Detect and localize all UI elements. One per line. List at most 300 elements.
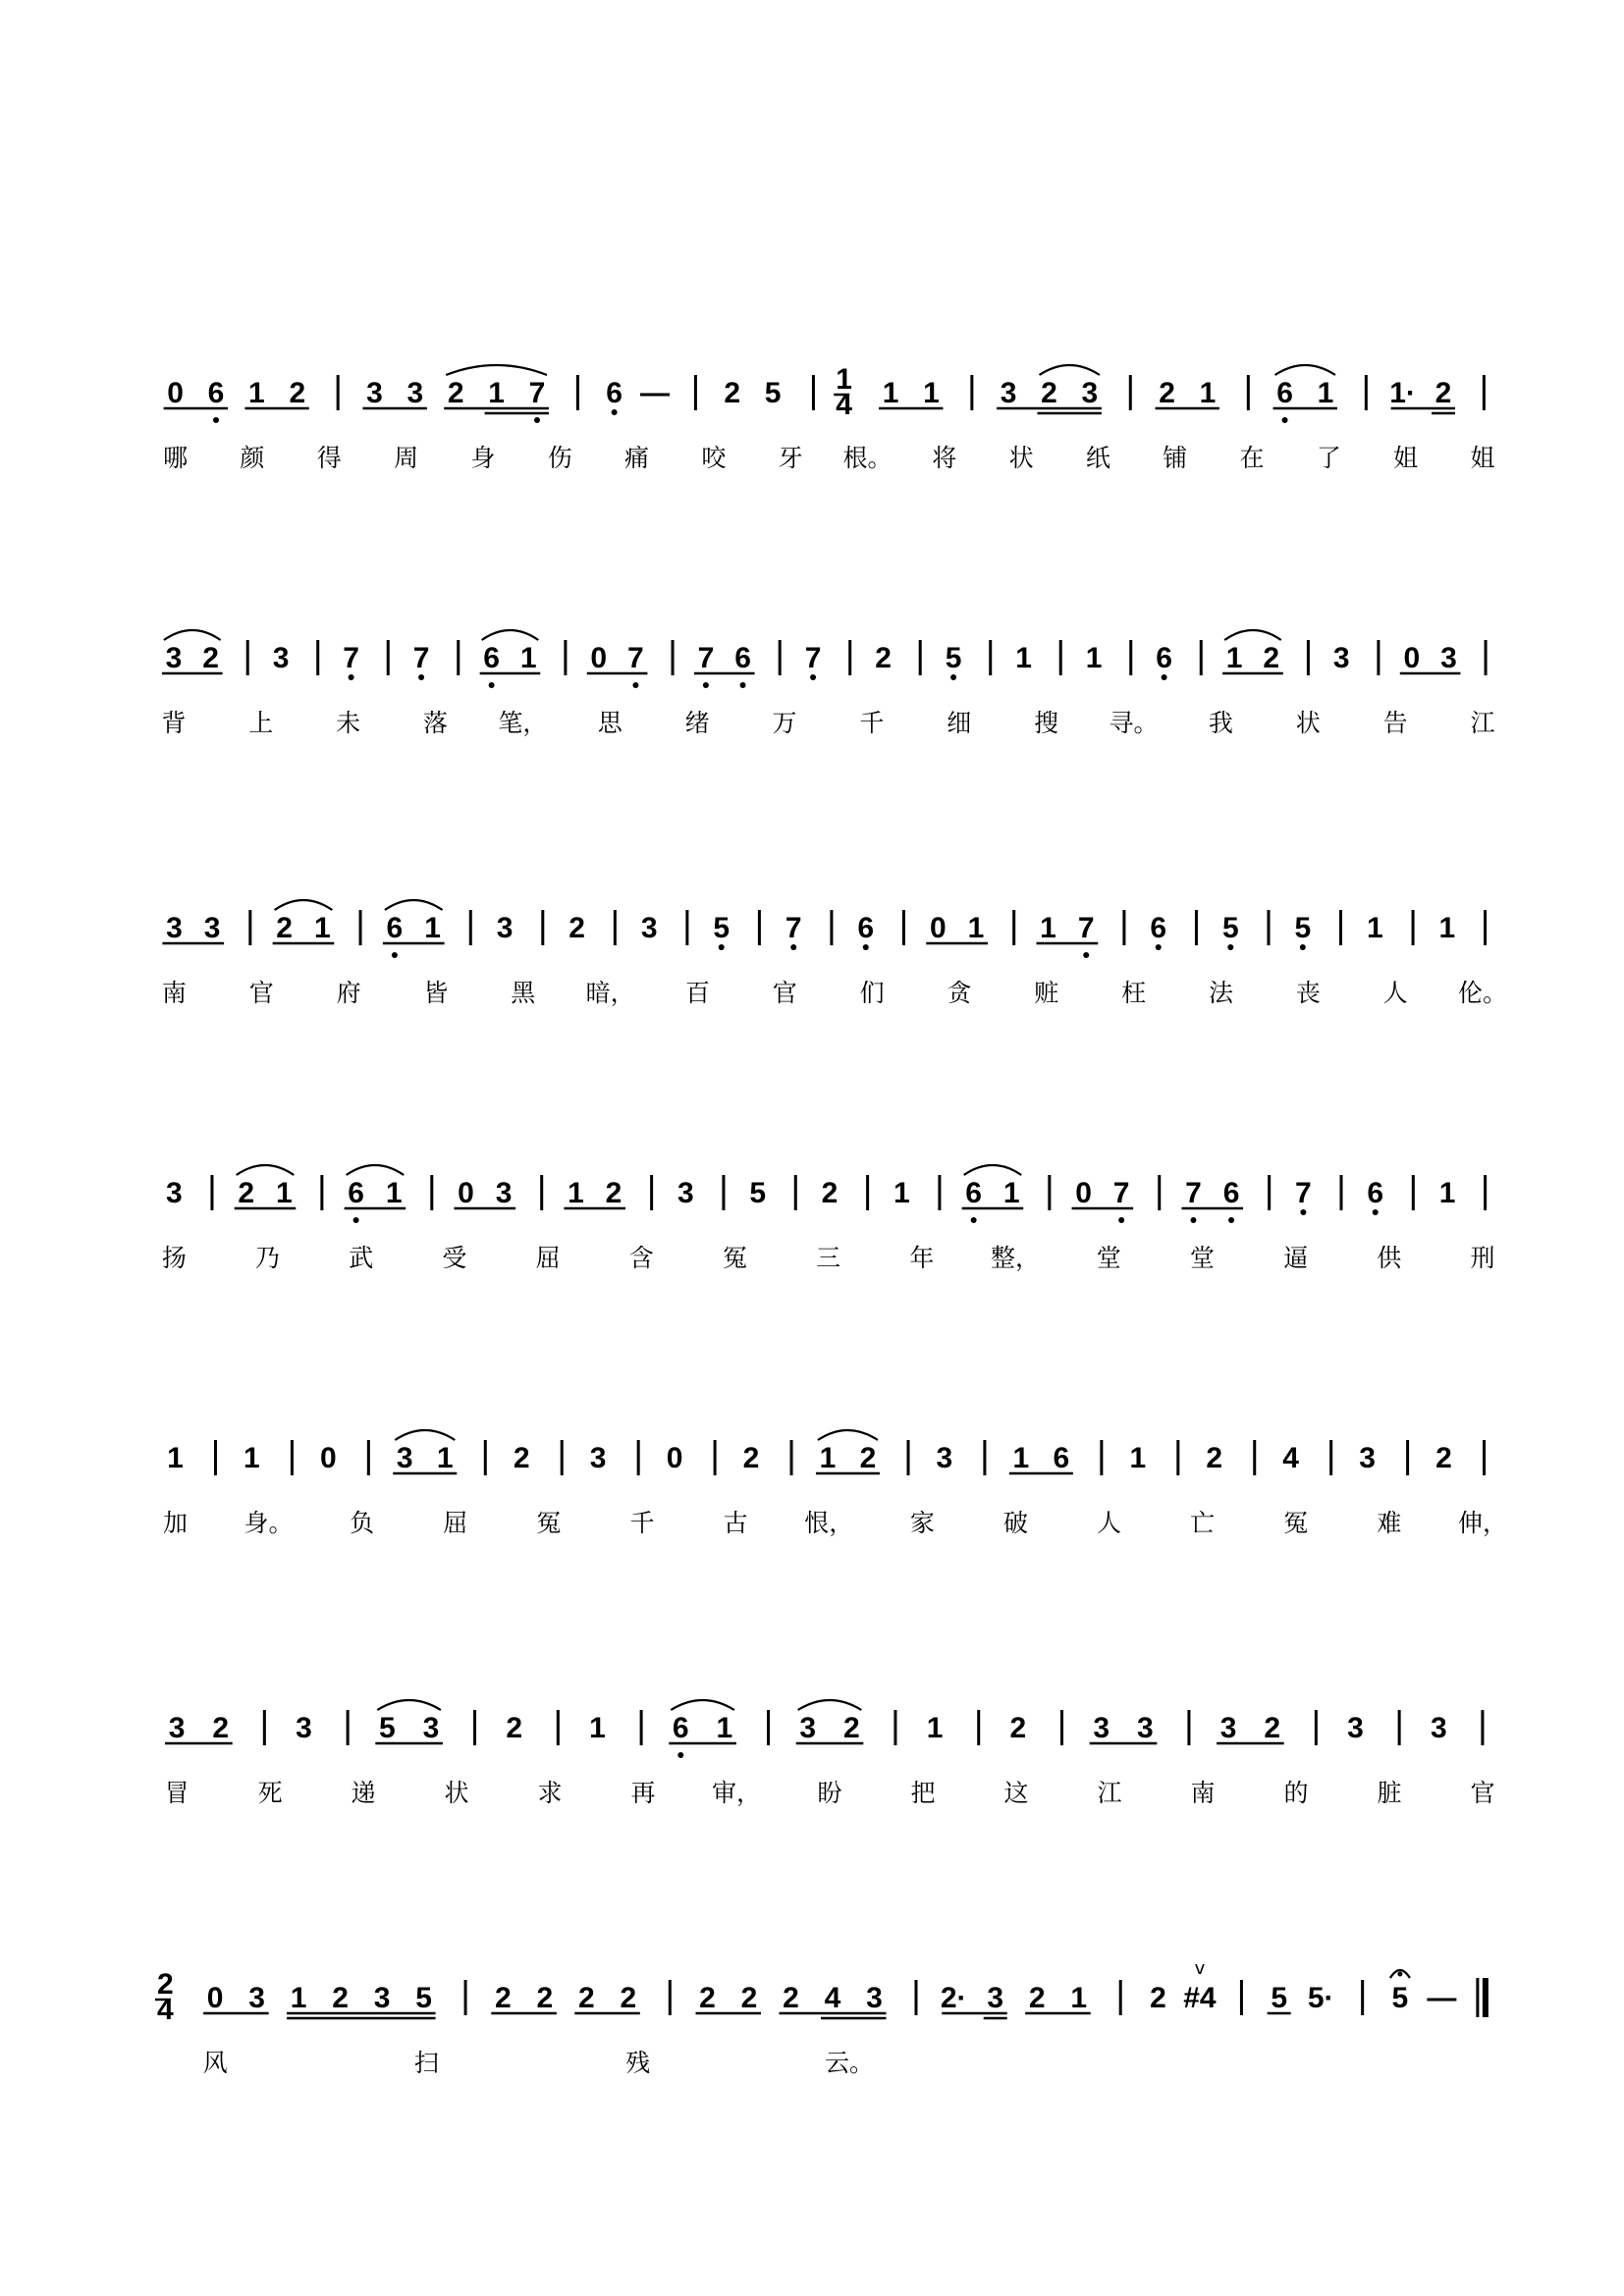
- lyric-syllable: 哪: [163, 444, 189, 472]
- note: 2: [1435, 377, 1452, 409]
- lyric-syllable: 姐: [1470, 444, 1495, 472]
- slur: [798, 1700, 862, 1710]
- lyric-syllable: 这: [1003, 1779, 1029, 1807]
- note: 3: [1136, 1712, 1154, 1744]
- lyric-syllable: 暗，: [585, 979, 635, 1007]
- note: 3: [272, 642, 290, 674]
- lyric-syllable: 牙: [778, 444, 803, 472]
- lyric-syllable: 状: [1008, 444, 1034, 472]
- slur: [395, 1430, 455, 1440]
- lyric-syllable: 的: [1283, 1779, 1309, 1807]
- lyric-syllable: 冤: [536, 1509, 562, 1537]
- lyric-syllable: 百: [684, 979, 710, 1007]
- note: 3: [366, 377, 383, 409]
- note: 2: [1263, 642, 1280, 674]
- lyric-syllable: 加: [162, 1509, 188, 1537]
- octave-dot: [1282, 417, 1288, 423]
- lyric-syllable: 武: [349, 1244, 374, 1272]
- slur: [1040, 365, 1100, 375]
- lyric-syllable: 伦。: [1457, 979, 1508, 1007]
- octave-dot: [1228, 1217, 1234, 1223]
- lyric-syllable: 死: [257, 1779, 283, 1807]
- note: 5: [764, 377, 782, 409]
- octave-dot: [612, 409, 618, 415]
- note: 1: [1438, 1177, 1456, 1209]
- note: 2: [1435, 1442, 1452, 1474]
- lyric-syllable: 破: [1002, 1509, 1028, 1537]
- note: 3: [1093, 1712, 1110, 1744]
- note: 5: [415, 1982, 432, 2014]
- note: 2: [859, 1442, 877, 1474]
- note: 2: [536, 1982, 554, 2014]
- lyric-syllable: 周: [394, 444, 419, 472]
- note: 7: [697, 642, 715, 674]
- lyric-syllable: 冤: [722, 1244, 748, 1272]
- lyric-syllable: 皆: [423, 979, 449, 1007]
- lyric-syllable: 再: [630, 1779, 656, 1807]
- note: 6: [1367, 1177, 1384, 1209]
- note: 1: [819, 1442, 837, 1474]
- octave-dot: [1190, 1217, 1196, 1223]
- note: 0: [1403, 642, 1421, 674]
- lyric-syllable: 冤: [1283, 1509, 1309, 1537]
- lyric-syllable: 赃: [1034, 979, 1059, 1007]
- note: 6: [386, 912, 404, 944]
- octave-dot: [1300, 944, 1306, 950]
- lyric-syllable: 思: [597, 709, 623, 737]
- octave-dot: [489, 682, 495, 688]
- lyric-syllable: 铺: [1163, 444, 1188, 472]
- note: 2: [513, 1442, 530, 1474]
- note: 6: [734, 642, 751, 674]
- note: 2: [1264, 1712, 1281, 1744]
- note: 3: [1440, 642, 1457, 674]
- note: 1: [893, 1177, 910, 1209]
- note: 3: [373, 1982, 391, 2014]
- lyric-syllable: 扫: [413, 2049, 439, 2077]
- note: 6: [1150, 912, 1167, 944]
- note: 4: [1282, 1442, 1299, 1474]
- lyric-syllable: 负: [350, 1509, 375, 1537]
- lyric-syllable: 身。: [244, 1509, 294, 1537]
- note: 6: [1276, 377, 1293, 409]
- octave-dot: [632, 682, 638, 688]
- note: 3: [166, 912, 183, 944]
- slur: [385, 900, 443, 910]
- score-system: [0, 883, 1624, 1080]
- note: 1: [589, 1712, 606, 1744]
- note: 7: [804, 642, 822, 674]
- time-signature-numerator: 2: [157, 1968, 174, 2001]
- note: 1: [1199, 377, 1217, 409]
- slur: [275, 900, 333, 910]
- note: 3: [589, 1442, 607, 1474]
- lyric-syllable: 亡: [1190, 1509, 1216, 1537]
- lyric-syllable: 整，: [991, 1244, 1041, 1272]
- lyric-syllable: 江: [1470, 709, 1495, 737]
- lyric-syllable: 家: [909, 1509, 935, 1537]
- lyric-syllable: 状: [1295, 709, 1321, 737]
- note: 3: [296, 1712, 312, 1744]
- lyric-syllable: 搜: [1034, 709, 1059, 737]
- octave-dot: [790, 944, 796, 950]
- note: 7: [1295, 1177, 1312, 1209]
- lyric-syllable: 乃: [255, 1244, 281, 1272]
- lyric-syllable: 状: [444, 1779, 469, 1807]
- note: 2: [842, 1712, 860, 1744]
- lyric-syllable: 寻。: [1109, 709, 1159, 737]
- note: 0: [1075, 1177, 1092, 1209]
- lyric-syllable: 身: [470, 444, 496, 472]
- note: 2: [1150, 1982, 1166, 2014]
- note: 2: [699, 1982, 716, 2014]
- lyric-syllable: 逼: [1283, 1244, 1309, 1272]
- lyric-syllable: 南: [1190, 1779, 1216, 1807]
- note: 5: [713, 912, 731, 944]
- note: 0: [666, 1442, 683, 1474]
- note: 1: [488, 377, 505, 409]
- fermata-dot: [1397, 1972, 1402, 1977]
- note: 2: [605, 1177, 623, 1209]
- note: 3: [168, 1712, 186, 1744]
- note: 2: [783, 1982, 799, 2014]
- note: 2: [494, 1982, 512, 2014]
- octave-dot: [863, 944, 869, 950]
- note: 2: [742, 1442, 760, 1474]
- note: 6: [672, 1712, 689, 1744]
- lyric-syllable: 们: [859, 979, 885, 1007]
- lyric-syllable: 枉: [1121, 979, 1147, 1007]
- lyric-syllable: 伤: [547, 444, 572, 472]
- note: 3: [1359, 1442, 1376, 1474]
- note: 1: [1225, 642, 1243, 674]
- octave-dot: [213, 417, 219, 423]
- note: 3: [165, 642, 183, 674]
- lyric-syllable: 绪: [684, 709, 710, 737]
- score-system: [0, 1953, 1624, 2150]
- octave-dot: [810, 674, 816, 680]
- note: 3: [866, 1982, 883, 2014]
- note: 3: [166, 1177, 183, 1209]
- note: 1: [1129, 1442, 1147, 1474]
- slur: [482, 630, 539, 640]
- slur: [237, 1165, 295, 1175]
- note: 2: [212, 1712, 230, 1744]
- note: 3: [422, 1712, 440, 1744]
- note: 5: [378, 1712, 396, 1744]
- note: 2: [568, 912, 585, 944]
- note: 1: [385, 1177, 403, 1209]
- note: 1: [923, 377, 940, 409]
- lyric-syllable: 姐: [1393, 444, 1419, 472]
- note: 7: [528, 377, 546, 409]
- note: 5: [1221, 912, 1239, 944]
- note: 1: [519, 642, 537, 674]
- lyric-syllable: 屈: [443, 1509, 468, 1537]
- note: 2: [289, 377, 306, 409]
- note: 0: [206, 1982, 224, 2014]
- note: 2: [1009, 1712, 1027, 1744]
- time-signature-denominator: 4: [157, 1994, 174, 2026]
- note: 5: [749, 1177, 767, 1209]
- lyric-syllable: 我: [1208, 709, 1233, 737]
- lyric-syllable: 府: [336, 979, 361, 1007]
- note: 4: [824, 1982, 841, 2014]
- note: 2: [506, 1712, 523, 1744]
- note: 1: [1085, 642, 1103, 674]
- lyric-syllable: 痛: [624, 444, 650, 472]
- note: 3: [1219, 1712, 1237, 1744]
- lyric-syllable: 脏: [1377, 1779, 1402, 1807]
- octave-dot: [703, 682, 709, 688]
- note: 7: [343, 642, 359, 674]
- octave-dot: [1156, 944, 1162, 950]
- lyric-syllable: 细: [947, 709, 972, 737]
- lyric-syllable: 扬: [161, 1244, 187, 1272]
- note: 2: [1041, 377, 1057, 409]
- lyric-syllable: 三: [816, 1244, 841, 1272]
- breath-mark: v: [1194, 1958, 1206, 1979]
- note: 3: [799, 1712, 817, 1744]
- lyric-syllable: 千: [859, 709, 885, 737]
- note: 6: [348, 1177, 364, 1209]
- note: 6: [207, 377, 225, 409]
- note: 3: [1347, 1712, 1364, 1744]
- lyric-syllable: 千: [629, 1509, 655, 1537]
- lyric-syllable: 笔，: [498, 709, 548, 737]
- note: 6: [1053, 1442, 1070, 1474]
- slur: [818, 1430, 878, 1440]
- octave-dot: [719, 944, 725, 950]
- octave-dot: [534, 417, 540, 423]
- note: 5·: [1307, 1982, 1334, 2014]
- note: 3: [495, 1177, 513, 1209]
- note: —: [1427, 1982, 1457, 2014]
- lyric-syllable: 江: [1097, 1779, 1122, 1807]
- lyric-syllable: 贪: [947, 979, 972, 1007]
- note: 1: [167, 1442, 184, 1474]
- lyric-syllable: 上: [248, 709, 274, 737]
- octave-dot: [1373, 1209, 1379, 1215]
- note: —: [640, 377, 671, 409]
- note: 2: [577, 1982, 595, 2014]
- note: 2: [202, 642, 219, 674]
- lyric-syllable: 屈: [535, 1244, 561, 1272]
- note: 3: [1430, 1712, 1447, 1744]
- lyric-syllable: 古: [723, 1509, 748, 1537]
- slur: [671, 1700, 734, 1710]
- lyric-syllable: 未: [336, 709, 361, 737]
- lyric-syllable: 得: [316, 444, 342, 472]
- note: 3: [1081, 377, 1099, 409]
- note: 0: [458, 1177, 474, 1209]
- lyric-syllable: 南: [161, 979, 187, 1007]
- lyric-syllable: 受: [442, 1244, 467, 1272]
- octave-dot: [950, 674, 956, 680]
- note: #4: [1183, 1982, 1217, 2014]
- lyric-syllable: 年: [909, 1244, 935, 1272]
- note: 3: [496, 912, 514, 944]
- note: 3: [640, 912, 658, 944]
- note: 3: [936, 1442, 953, 1474]
- time-signature-numerator: 1: [836, 363, 852, 396]
- octave-dot: [1118, 1217, 1124, 1223]
- note: 7: [1185, 1177, 1202, 1209]
- note: 5: [1271, 1982, 1288, 2014]
- octave-dot: [1162, 674, 1167, 680]
- note: 1: [436, 1442, 454, 1474]
- slur: [347, 1165, 405, 1175]
- lyric-syllable: 人: [1097, 1509, 1122, 1537]
- score-system: [0, 1683, 1624, 1880]
- octave-dot: [677, 1752, 683, 1758]
- note: 2: [1206, 1442, 1223, 1474]
- note: 7: [785, 912, 802, 944]
- lyric-syllable: 云。: [824, 2049, 875, 2077]
- note: 2: [238, 1177, 255, 1209]
- lyric-syllable: 万: [772, 709, 797, 737]
- lyric-syllable: 在: [1239, 444, 1265, 472]
- lyric-syllable: 落: [423, 709, 449, 737]
- octave-dot: [1083, 952, 1089, 958]
- lyric-syllable: 堂: [1096, 1244, 1121, 1272]
- note: 0: [590, 642, 608, 674]
- note: 6: [1222, 1177, 1240, 1209]
- lyric-syllable: 刑: [1470, 1244, 1495, 1272]
- note: 1: [1070, 1982, 1088, 2014]
- lyric-syllable: 含: [628, 1244, 654, 1272]
- lyric-syllable: 丧: [1295, 979, 1321, 1007]
- note: 1: [926, 1712, 944, 1744]
- note: 1: [1367, 912, 1383, 944]
- note: 2: [1159, 377, 1175, 409]
- lyric-syllable: 把: [910, 1779, 936, 1807]
- slur: [446, 365, 547, 375]
- octave-dot: [353, 1217, 359, 1223]
- note: 7: [412, 642, 430, 674]
- note: 1: [967, 912, 985, 944]
- lyric-syllable: 风: [202, 2049, 228, 2077]
- lyric-syllable: 冒: [164, 1779, 189, 1807]
- note: 3: [248, 1982, 265, 2014]
- note: 2: [1028, 1982, 1046, 2014]
- note: 6: [965, 1177, 982, 1209]
- score-system: [0, 614, 1624, 810]
- note: 2: [332, 1982, 349, 2014]
- note: 1: [1317, 377, 1334, 409]
- note: 3: [1332, 642, 1350, 674]
- lyric-syllable: 盼: [817, 1779, 842, 1807]
- note: 3: [1000, 377, 1017, 409]
- octave-dot: [1300, 1209, 1306, 1215]
- lyric-syllable: 法: [1208, 979, 1233, 1007]
- lyric-syllable: 将: [932, 444, 957, 472]
- lyric-syllable: 根。: [842, 444, 893, 472]
- note: 3: [203, 912, 221, 944]
- lyric-syllable: 纸: [1085, 444, 1110, 472]
- slur: [964, 1165, 1022, 1175]
- note: 1: [1438, 912, 1456, 944]
- note: 6: [483, 642, 500, 674]
- lyric-syllable: 官: [772, 979, 797, 1007]
- slur: [1275, 365, 1335, 375]
- note: 1: [244, 1442, 260, 1474]
- note: 1: [314, 912, 331, 944]
- note: 5: [1391, 1982, 1409, 2014]
- lyric-syllable: 伸，: [1457, 1509, 1508, 1537]
- note: 2·: [940, 1982, 967, 2014]
- lyric-syllable: 人: [1382, 979, 1408, 1007]
- score-system: [0, 1414, 1624, 1610]
- lyric-syllable: 求: [537, 1779, 563, 1807]
- slur: [1224, 630, 1281, 640]
- lyric-syllable: 恨，: [804, 1509, 854, 1537]
- octave-dot: [971, 1217, 977, 1223]
- note: 1: [1015, 642, 1032, 674]
- note: 2: [821, 1177, 839, 1209]
- lyric-syllable: 供: [1377, 1244, 1402, 1272]
- note: 1: [424, 912, 441, 944]
- note: 3: [677, 1177, 694, 1209]
- note: 1: [1012, 1442, 1030, 1474]
- lyric-syllable: 堂: [1189, 1244, 1215, 1272]
- slur: [164, 630, 221, 640]
- note: 7: [1077, 912, 1095, 944]
- note: 2: [724, 377, 741, 409]
- note: 5: [1294, 912, 1312, 944]
- note: 7: [627, 642, 644, 674]
- octave-dot: [1227, 944, 1233, 950]
- note: 1: [716, 1712, 733, 1744]
- note: 1: [290, 1982, 307, 2014]
- note: 0: [319, 1442, 337, 1474]
- note: 2: [447, 377, 464, 409]
- note: 3: [396, 1442, 413, 1474]
- note: 2: [276, 912, 293, 944]
- note: 1: [1040, 912, 1056, 944]
- note: 0: [167, 377, 184, 409]
- lyric-syllable: 难: [1377, 1509, 1402, 1537]
- note: 2: [620, 1982, 637, 2014]
- note: 0: [929, 912, 947, 944]
- note: 6: [1156, 642, 1172, 674]
- note: 1: [248, 377, 265, 409]
- note: 1: [882, 377, 899, 409]
- note: 1: [1002, 1177, 1020, 1209]
- note: 3: [406, 377, 424, 409]
- octave-dot: [349, 674, 354, 680]
- note: 6: [606, 377, 623, 409]
- note: 1·: [1389, 377, 1416, 409]
- lyric-syllable: 背: [161, 709, 187, 737]
- note: 7: [1112, 1177, 1130, 1209]
- octave-dot: [418, 674, 424, 680]
- lyric-syllable: 咬: [701, 444, 727, 472]
- time-signature-denominator: 4: [836, 389, 852, 421]
- lyric-syllable: 了: [1316, 444, 1341, 472]
- note: 1: [568, 1177, 584, 1209]
- score-system: [0, 1148, 1624, 1345]
- lyric-syllable: 颜: [240, 444, 265, 472]
- note: 3: [987, 1982, 1004, 2014]
- lyric-syllable: 残: [625, 2049, 651, 2077]
- note: 5: [945, 642, 962, 674]
- octave-dot: [740, 682, 746, 688]
- lyric-syllable: 官: [248, 979, 274, 1007]
- score-system: [0, 348, 1624, 545]
- lyric-syllable: 审，: [712, 1779, 762, 1807]
- note: 2: [875, 642, 892, 674]
